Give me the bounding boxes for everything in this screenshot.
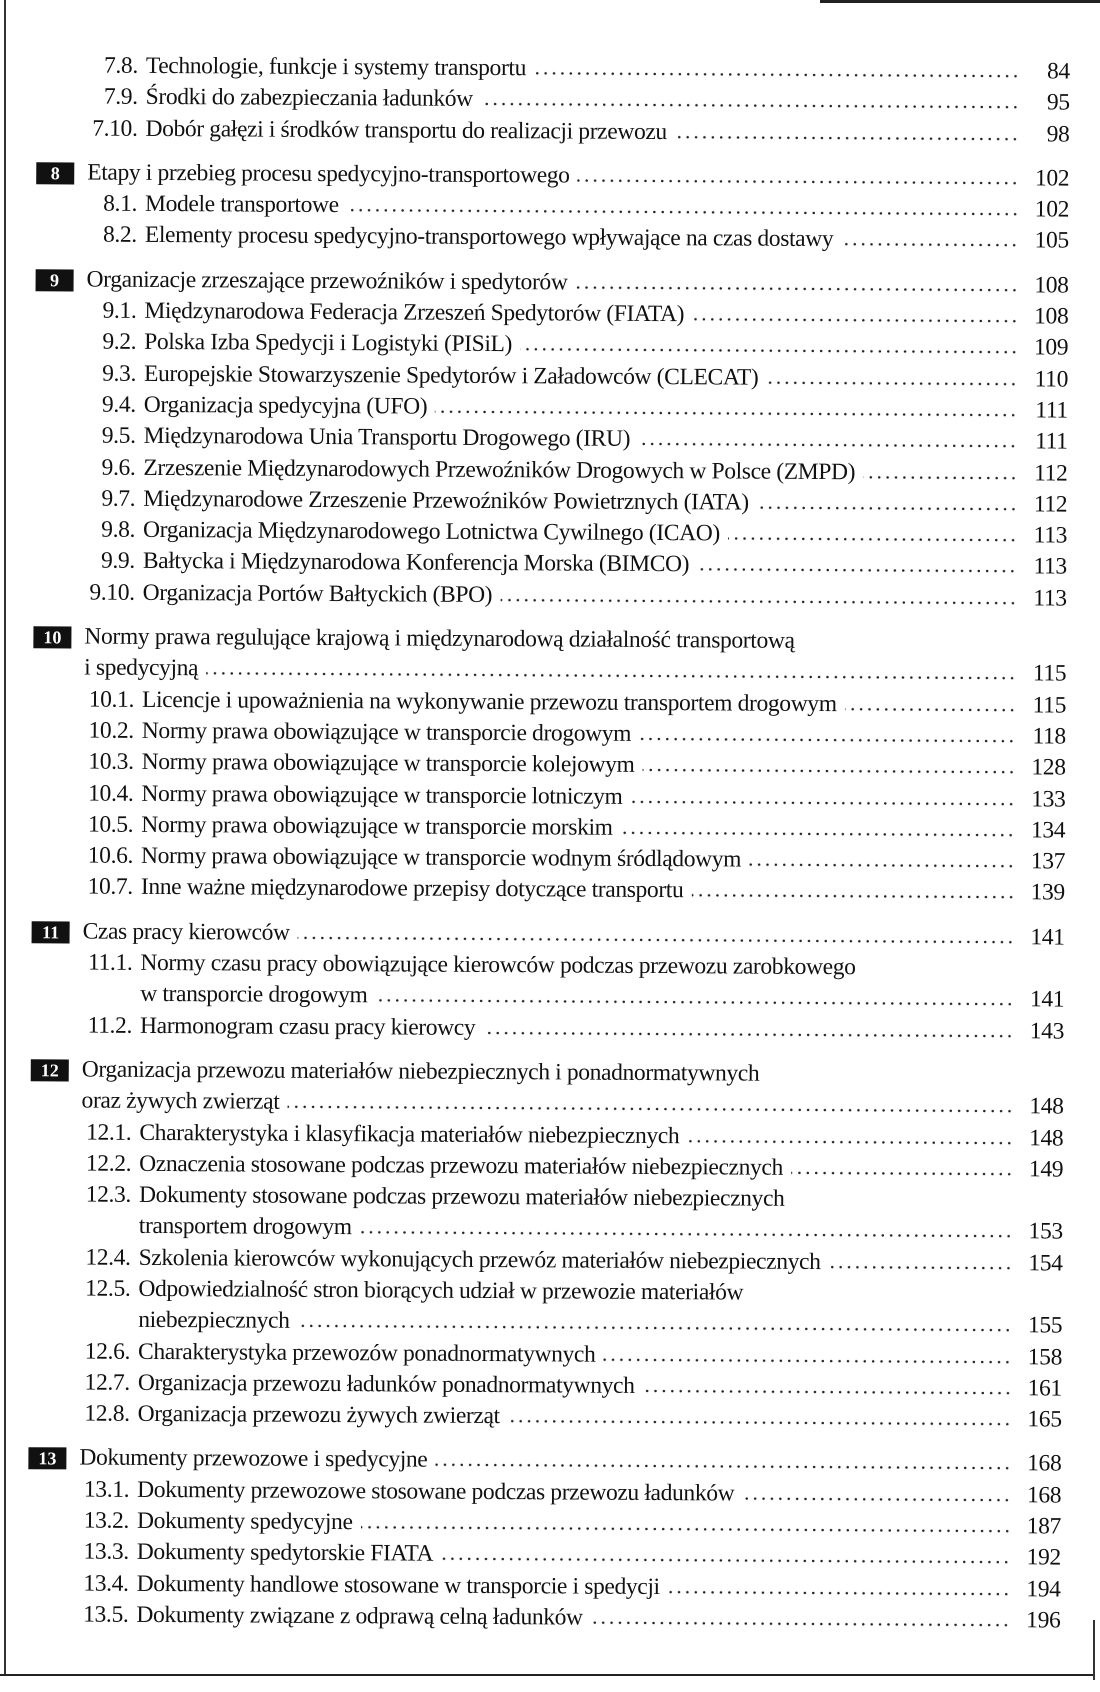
section-title: Dokumenty związane z odprawą celną ładunków <box>136 1601 583 1631</box>
page-number: 134 <box>1030 817 1066 844</box>
dot-leader <box>500 598 1016 605</box>
chapter-number-badge: 11 <box>32 921 70 943</box>
section-line <box>0 1398 1092 1436</box>
section-number: 13.4. <box>83 1570 129 1597</box>
page-number: 143 <box>1029 1017 1065 1045</box>
toc-entry-row <box>0 871 1065 909</box>
chapter-title: Normy prawa regulujące krajową i międzynarodową działalność transportową <box>84 623 795 654</box>
page-number: 149 <box>1028 1156 1064 1183</box>
section-title: Zrzeszenie Międzynarodowych Przewoźników Drogowych w Polsce (ZMPD) <box>143 454 856 485</box>
section-title: w transporcie drogowym <box>140 981 368 1009</box>
dot-leader <box>298 936 1015 944</box>
section-number: 13.2. <box>83 1507 130 1534</box>
page-edge-bottom <box>0 1674 1094 1676</box>
page-number: 111 <box>1035 428 1068 455</box>
section-number: 13.1. <box>83 1476 130 1503</box>
section-number: 12.6. <box>84 1338 131 1365</box>
section-title: niebezpiecznych <box>138 1307 290 1335</box>
page-number: 154 <box>1028 1249 1063 1277</box>
dot-leader <box>441 1557 1011 1564</box>
chapter-number-badge: 9 <box>36 269 74 291</box>
section-title: Dokumenty spedycyjne <box>136 1507 353 1536</box>
page-number: 161 <box>1027 1375 1062 1402</box>
toc-entry-row <box>0 219 1069 257</box>
section-title: Oznaczenia stosowane podczas przewozu materiałów niebezpiecznych <box>139 1150 784 1181</box>
chapter-block <box>0 621 1096 909</box>
section-number: 10.6. <box>87 842 134 869</box>
dot-leader <box>206 672 1016 681</box>
dot-leader <box>360 1231 1013 1239</box>
section-number: 13.3. <box>83 1538 129 1566</box>
dot-leader <box>728 537 1017 543</box>
chapter-block <box>0 1442 1091 1636</box>
chapter-number-badge: 8 <box>36 162 74 184</box>
page-number: 187 <box>1026 1513 1062 1540</box>
section-number: 9.1. <box>102 297 137 324</box>
section-number: 10.5. <box>87 811 134 838</box>
section-title: Dokumenty stosowane podczas przewozu materiałów niebezpiecznych <box>138 1181 785 1212</box>
dot-leader <box>639 737 1016 743</box>
page-number: 113 <box>1033 553 1067 580</box>
dot-leader <box>642 1389 1011 1395</box>
chapter-block <box>0 50 1100 151</box>
section-title: Technologie, funkcje i systemy transportu <box>145 52 527 82</box>
dot-leader <box>757 505 1017 511</box>
dot-leader <box>520 348 1018 355</box>
section-number: 10.7. <box>87 873 133 901</box>
dot-leader <box>621 831 1016 837</box>
dot-leader <box>766 380 1018 386</box>
page-number: 137 <box>1030 848 1066 875</box>
section-title: Normy czasu pracy obowiązujące kierowców podczas przewozu zarobkowego <box>140 949 856 981</box>
page-number: 109 <box>1033 334 1069 361</box>
chapter-block <box>0 916 1095 1048</box>
page-number: 102 <box>1034 196 1070 223</box>
dot-leader <box>691 894 1014 900</box>
dot-leader <box>668 1590 1011 1596</box>
dot-leader <box>692 317 1018 323</box>
page-number: 95 <box>1046 89 1070 116</box>
chapter-number-badge: 10 <box>33 626 71 648</box>
section-title: Organizacja Portów Bałtyckich (BPO) <box>142 579 493 608</box>
section-title: Normy prawa obowiązujące w transporcie lotniczym <box>141 780 623 810</box>
section-title: Normy prawa obowiązujące w transporcie kolejowym <box>141 749 635 779</box>
chapter-title: i spedycyjną <box>84 654 199 682</box>
section-title: Elementy procesu spedycyjno-transportowego wpływające na czas dostawy <box>144 222 834 253</box>
section-number: 9.8. <box>101 516 136 543</box>
section-number: 9.4. <box>101 391 136 418</box>
dot-leader <box>435 1463 1011 1471</box>
page-number: 196 <box>1026 1607 1061 1634</box>
page-number: 165 <box>1027 1406 1062 1433</box>
dot-leader <box>287 1105 1013 1113</box>
dot-leader <box>508 1419 1012 1426</box>
section-title: Polska Izba Spedycji i Logistyki (PISiL) <box>144 329 513 358</box>
section-title: Organizacja przewozu ładunków ponadnormatywnych <box>137 1369 635 1399</box>
page-number: 133 <box>1031 785 1066 813</box>
toc-entry-row <box>0 1010 1064 1048</box>
section-title: Środki do zabezpieczania ładunków <box>145 84 473 113</box>
section-title: Organizacja Międzynarodowego Lotnictwa Cywilnego (ICAO) <box>142 517 720 547</box>
page-edge-top <box>820 0 1100 3</box>
section-number: 12.4. <box>85 1244 131 1271</box>
section-line <box>0 219 1099 257</box>
toc-entry-row <box>0 1398 1062 1436</box>
section-number: 7.10. <box>92 115 138 142</box>
section-title: Normy prawa obowiązujące w transporcie drogowym <box>141 717 632 747</box>
page-number: 148 <box>1029 1124 1064 1152</box>
section-title: Międzynarodowa Federacja Zrzeszeń Spedytorów (FIATA) <box>144 297 685 328</box>
section-title: Dokumenty handlowe stosowane w transporcie i spedycji <box>136 1570 660 1600</box>
page-number: 84 <box>1046 58 1070 85</box>
section-number: 10.3. <box>88 748 134 776</box>
section-line <box>0 577 1097 615</box>
chapter-title: Organizacja przewozu materiałów niebezpiecznych i ponadnormatywnych <box>81 1056 760 1087</box>
chapter-title: oraz żywych zwierząt <box>81 1087 280 1115</box>
page-number: 168 <box>1026 1482 1062 1509</box>
chapter-block <box>0 157 1099 258</box>
section-number: 9.5. <box>101 422 136 450</box>
page-number: 153 <box>1028 1218 1063 1245</box>
section-number: 7.8. <box>103 52 138 79</box>
section-title: Odpowiedzialność stron biorących udział w przewozie materiałów <box>138 1275 744 1306</box>
section-line <box>0 113 1100 151</box>
dot-leader <box>481 102 1020 109</box>
page-number: 111 <box>1035 397 1068 424</box>
toc-entry-row <box>0 1599 1061 1637</box>
chapter-block <box>0 264 1099 615</box>
section-number: 9.10. <box>89 579 135 606</box>
page-number: 112 <box>1033 491 1068 518</box>
section-number: 12.5. <box>85 1275 131 1302</box>
section-number: 9.6. <box>101 454 136 481</box>
page-number: 98 <box>1046 120 1070 148</box>
chapter-title: Etapy i przebieg procesu spedycyjno-transportowego <box>87 159 570 189</box>
section-title: transportem drogowym <box>138 1213 352 1241</box>
chapter-number-badge: 12 <box>31 1059 69 1081</box>
page-number: 141 <box>1030 924 1065 951</box>
page-number: 155 <box>1027 1312 1063 1339</box>
dot-leader <box>483 1031 1014 1038</box>
section-title: Szkolenia kierowców wykonujących przewóz materiałów niebezpiecznych <box>138 1244 821 1275</box>
page-number: 115 <box>1032 691 1067 719</box>
dot-leader <box>534 71 1020 78</box>
section-title: Modele transportowe <box>144 191 339 219</box>
section-title: Dokumenty spedytorskie FIATA <box>136 1539 434 1568</box>
section-line <box>0 871 1095 909</box>
page-number: 102 <box>1034 165 1070 192</box>
page-number: 128 <box>1031 754 1066 781</box>
page-number: 113 <box>1033 522 1068 549</box>
section-number: 8.2. <box>102 222 137 249</box>
section-title: Europejskie Stowarzyszenie Spedytorów i Załadowców (CLECAT) <box>143 360 759 391</box>
toc-entry-row <box>0 113 1070 151</box>
section-title: Dobór gałęzi i środków transportu do realizacji przewozu <box>145 115 667 145</box>
page-number: 192 <box>1026 1544 1061 1571</box>
dot-leader <box>435 410 1018 418</box>
dot-leader <box>578 178 1020 185</box>
dot-leader <box>591 1621 1011 1628</box>
dot-leader <box>791 1171 1013 1176</box>
dot-leader <box>697 568 1017 574</box>
page-edge-right <box>1093 1620 1095 1680</box>
chapter-title: Dokumenty przewozowe i spedycyjne <box>79 1444 428 1474</box>
section-title: Licencje i upoważnienia na wykonywanie przewozu transportem drogowym <box>141 686 837 717</box>
section-title: Normy prawa obowiązujące w transporcie morskim <box>141 811 613 841</box>
dot-leader <box>638 442 1018 448</box>
page-number: 139 <box>1030 879 1065 906</box>
section-number: 9.7. <box>101 485 136 512</box>
dot-leader <box>631 799 1016 805</box>
chapter-title: Czas pracy kierowców <box>82 918 290 946</box>
dot-leader <box>828 1265 1012 1270</box>
section-title: Inne ważne międzynarodowe przepisy dotyczące transportu <box>140 874 684 904</box>
section-title: Normy prawa obowiązujące w transporcie wodnym śródlądowym <box>140 843 742 873</box>
dot-leader <box>642 768 1015 774</box>
dot-leader <box>749 863 1015 869</box>
section-title: Międzynarodowe Zrzeszenie Przewoźników Powietrznych (IATA) <box>143 485 749 516</box>
section-number: 10.2. <box>88 717 134 744</box>
dot-leader <box>361 1525 1011 1533</box>
section-number: 12.8. <box>84 1400 130 1427</box>
section-title: Międzynarodowa Unia Transportu Drogowego (IRU) <box>143 423 631 453</box>
dot-leader <box>675 135 1020 141</box>
section-title: Dokumenty przewozowe stosowane podczas przewozu ładunków <box>137 1476 735 1507</box>
page-number: 168 <box>1027 1450 1062 1477</box>
section-title: Charakterystyka przewozów ponadnormatywnych <box>137 1338 596 1368</box>
section-line <box>0 1010 1094 1048</box>
dot-leader <box>841 243 1019 248</box>
section-number: 12.7. <box>84 1369 130 1396</box>
dot-leader <box>687 1139 1013 1145</box>
section-number: 10.1. <box>88 686 135 713</box>
page-number: 108 <box>1034 303 1069 330</box>
dot-leader <box>603 1357 1012 1363</box>
page-number: 113 <box>1033 585 1067 612</box>
section-title: Organizacja przewozu żywych zwierząt <box>137 1401 500 1430</box>
section-title: Bałtycka i Międzynarodowa Konferencja Morska (BIMCO) <box>142 548 690 578</box>
chapter-title: Organizacje zrzeszające przewoźników i spedytorów <box>86 266 568 296</box>
table-of-contents <box>0 50 1100 1637</box>
section-number: 9.2. <box>102 329 137 356</box>
dot-leader <box>845 707 1016 712</box>
page-number: 141 <box>1029 986 1065 1013</box>
section-number: 12.3. <box>85 1181 132 1208</box>
dot-leader <box>575 285 1018 292</box>
page-number: 112 <box>1034 459 1068 487</box>
section-number: 8.1. <box>103 190 138 218</box>
section-number: 11.1. <box>87 949 133 976</box>
section-number: 13.5. <box>83 1601 129 1628</box>
page-number: 148 <box>1029 1093 1064 1120</box>
dot-leader <box>298 1324 1013 1332</box>
toc-entry-row <box>0 577 1067 615</box>
chapter-number-badge: 13 <box>28 1448 66 1470</box>
dot-leader <box>863 475 1017 480</box>
section-title: Charakterystyka i klasyfikacja materiałów niebezpiecznych <box>139 1119 680 1149</box>
section-number: 12.1. <box>86 1119 132 1146</box>
page-number: 115 <box>1032 660 1067 687</box>
section-number: 9.3. <box>102 360 137 387</box>
dot-leader <box>375 999 1014 1007</box>
section-number: 9.9. <box>100 548 135 575</box>
section-number: 7.9. <box>103 83 138 111</box>
dot-leader <box>742 1496 1011 1502</box>
page-number: 105 <box>1034 227 1069 255</box>
section-number: 10.4. <box>88 780 134 807</box>
section-number: 11.2. <box>87 1012 133 1039</box>
page-number: 194 <box>1026 1575 1061 1603</box>
section-title: Organizacja spedycyjna (UFO) <box>143 391 428 420</box>
page-number: 110 <box>1034 365 1069 393</box>
section-title: Harmonogram czasu pracy kierowcy <box>139 1012 476 1041</box>
page-number: 158 <box>1027 1343 1063 1371</box>
section-line <box>0 1599 1091 1637</box>
page-number: 108 <box>1034 272 1069 299</box>
dot-leader <box>347 208 1019 216</box>
section-number: 12.2. <box>85 1150 132 1177</box>
chapter-block <box>0 1054 1094 1436</box>
page-number: 118 <box>1032 723 1066 750</box>
